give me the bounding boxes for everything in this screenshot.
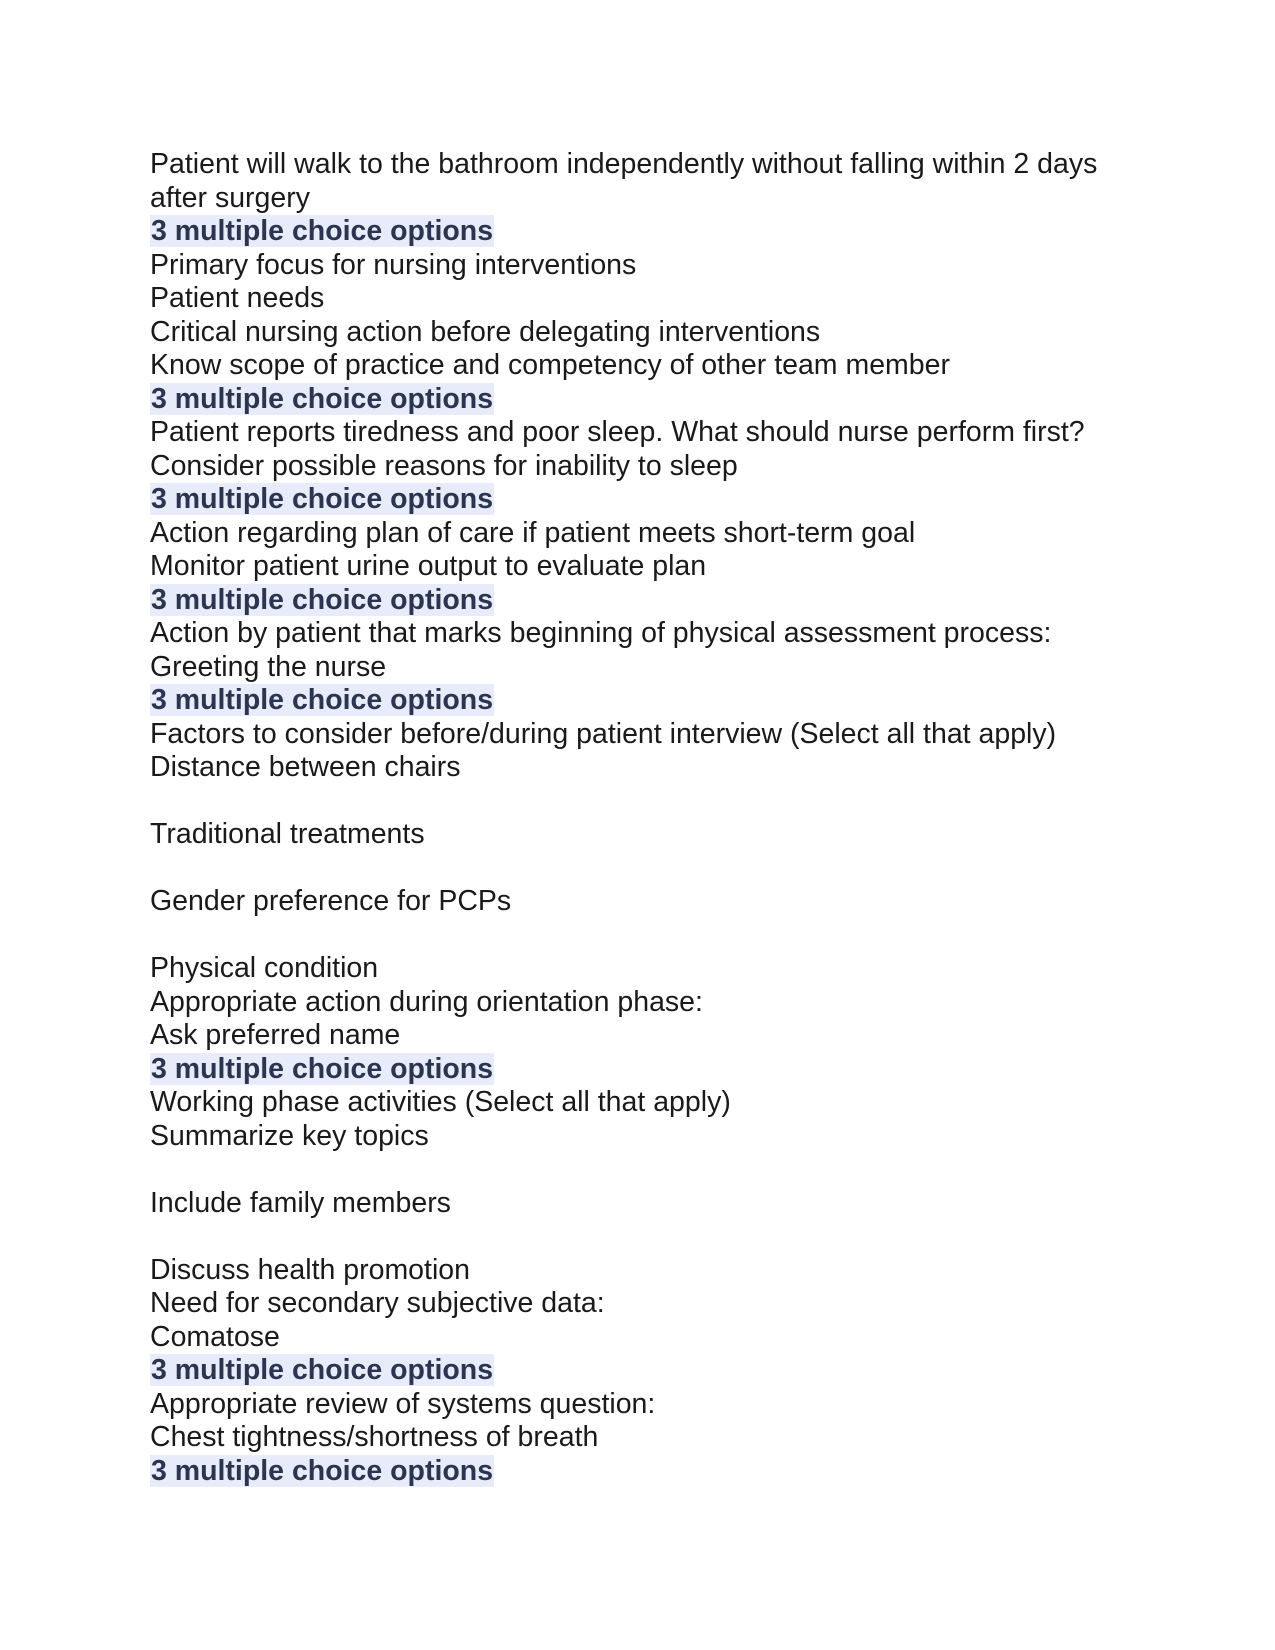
- mc-options-label: 3 multiple choice options: [151, 1354, 494, 1386]
- mc-options-label: 3 multiple choice options: [151, 483, 494, 515]
- blank-line: [150, 1153, 1130, 1187]
- answer-text: Gender preference for PCPs: [150, 885, 512, 917]
- answer-text: Greeting the nurse: [150, 650, 387, 683]
- question-text: Patient reports tiredness and poor sleep. What should nurse perform first?: [150, 416, 1085, 448]
- answer-text: Know scope of practice and competency of other team member: [150, 349, 950, 381]
- mc-options-label: 3 multiple choice options: [151, 215, 494, 247]
- answer-text: Patient needs: [150, 282, 325, 314]
- answer-text: Distance between chairs: [150, 751, 461, 783]
- question-text: Appropriate action during orientation phase:: [150, 985, 703, 1018]
- answer-text: Monitor patient urine output to evaluate plan: [150, 550, 707, 582]
- question-text: Need for secondary subjective data:: [150, 1287, 605, 1319]
- answer-text: Include family members: [150, 1186, 451, 1219]
- mc-options-label: 3 multiple choice options: [151, 684, 494, 716]
- answer-text: Traditional treatments: [150, 818, 425, 850]
- blank-line: [150, 785, 1130, 819]
- mc-options-label: 3 multiple choice options: [151, 583, 494, 616]
- answer-text: Discuss health promotion: [150, 1253, 470, 1286]
- answer-text: Ask preferred name: [150, 1019, 401, 1051]
- document-page: [150, 148, 1130, 1488]
- mc-options-label: 3 multiple choice options: [151, 382, 494, 415]
- question-text: Action regarding plan of care if patient meets short-term goal: [150, 516, 916, 549]
- question-text: Appropriate review of systems question:: [150, 1387, 656, 1420]
- answer-text: Consider possible reasons for inability to sleep: [150, 449, 738, 482]
- blank-line: [150, 852, 1130, 886]
- question-text: Action by patient that marks beginning of physical assessment process:: [150, 617, 1052, 649]
- answer-text: Physical condition: [150, 952, 379, 984]
- answer-text: Chest tightness/shortness of breath: [150, 1421, 599, 1453]
- blank-line: [150, 1220, 1130, 1254]
- mc-options-label: 3 multiple choice options: [151, 1052, 494, 1085]
- question-text: Working phase activities (Select all that apply): [150, 1086, 731, 1118]
- question-text: Patient will walk to the bathroom independently without falling within 2 days after surgery: [150, 148, 1098, 214]
- answer-text: Comatose: [150, 1320, 280, 1353]
- question-text: Factors to consider before/during patient interview (Select all that apply): [150, 717, 1057, 750]
- question-text: Critical nursing action before delegating interventions: [150, 315, 821, 348]
- answer-text: Summarize key topics: [150, 1119, 429, 1152]
- blank-line: [150, 919, 1130, 953]
- mc-options-label: 3 multiple choice options: [151, 1454, 494, 1487]
- question-text: Primary focus for nursing interventions: [150, 248, 637, 281]
